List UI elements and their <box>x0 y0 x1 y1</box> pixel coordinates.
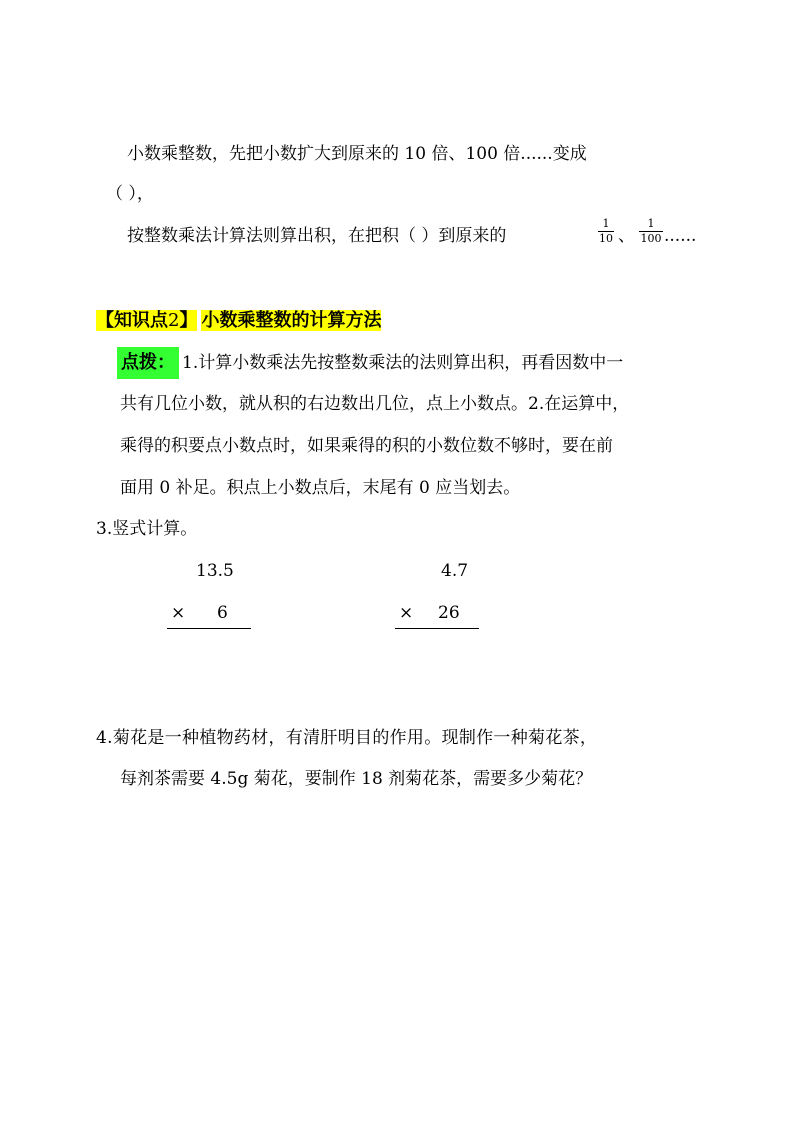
tip-line-1: 1.计算小数乘法先按整数乘法的法则算出积，再看因数中一 <box>182 353 624 373</box>
tip-line-4: 面用 0 补足。积点上小数点后，末尾有 0 应当划去。 <box>120 478 521 498</box>
fraction-one-hundredth <box>639 218 663 245</box>
knowledge-tag-close: 】 <box>179 310 198 331</box>
calc-b-bottom-number: 26 <box>438 603 460 623</box>
question-3-title: 3.竖式计算。 <box>96 519 198 539</box>
knowledge-tag-number: 2 <box>168 310 180 331</box>
tip-line-2: 共有几位小数，就从积的右边数出几位，点上小数点。2.在运算中， <box>120 394 630 414</box>
fraction-numerator: 1 <box>639 218 663 232</box>
calc-b-top-number: 4.7 <box>441 561 469 581</box>
fraction-denominator: 10 <box>599 232 613 245</box>
fraction-separator: 、 <box>618 226 635 246</box>
knowledge-point-heading <box>96 309 381 333</box>
tip-label: 点拨： <box>117 347 179 379</box>
calc-a-top-number: 13.5 <box>196 561 234 581</box>
calc-a-multiply-sign: × <box>171 603 186 623</box>
fraction-denominator: 100 <box>640 232 662 245</box>
tip-line-3: 乘得的积要点小数点时，如果乘得的积的小数位数不够时，要在前 <box>120 436 613 456</box>
knowledge-tag-open: 【知识点 <box>96 310 168 331</box>
rule-text-line-1: 小数乘整数，先把小数扩大到原来的 10 倍、100 倍......变成 <box>127 144 587 164</box>
calc-a-line <box>167 628 251 629</box>
ellipsis: ...... <box>664 226 697 246</box>
calc-b-multiply-sign: × <box>399 603 414 623</box>
fraction-numerator: 1 <box>598 218 614 232</box>
rule-text-line-2: （ ）， <box>106 184 154 204</box>
rule-text-line-3: 按整数乘法计算法则算出积，在把积（ ）到原来的 <box>127 226 507 246</box>
question-4-line-1: 4.菊花是一种植物药材，有清肝明目的作用。现制作一种菊花茶， <box>96 728 598 748</box>
calc-a-bottom-number: 6 <box>217 603 228 623</box>
calc-b-line <box>395 628 479 629</box>
fraction-one-tenth <box>598 218 614 245</box>
knowledge-title: 小数乘整数的计算方法 <box>201 310 382 331</box>
question-4-line-2: 每剂茶需要 4.5g 菊花，要制作 18 剂菊花茶，需要多少菊花？ <box>120 769 593 789</box>
